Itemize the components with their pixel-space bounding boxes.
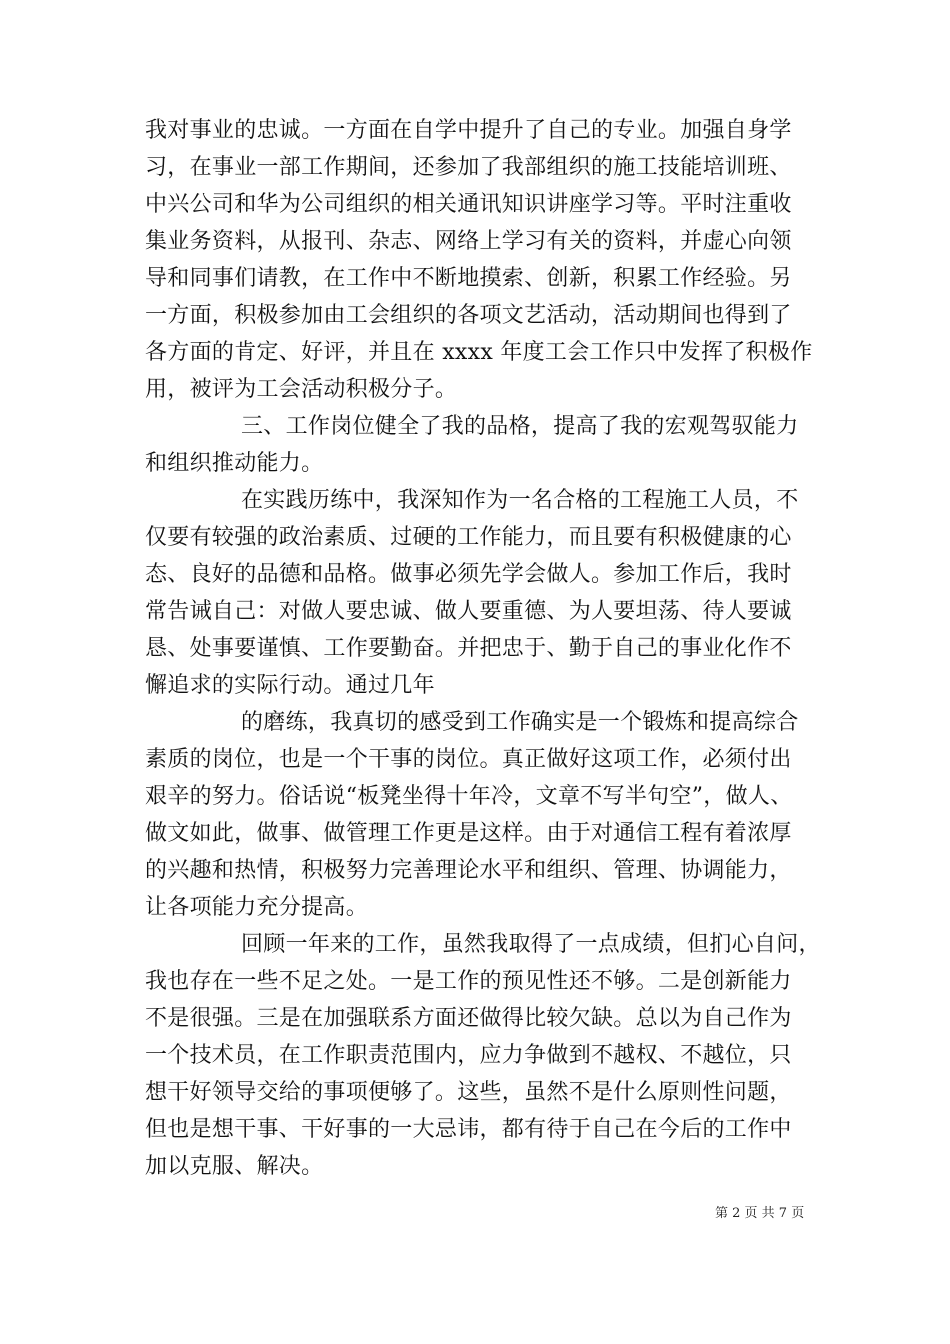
text-line: 中兴公司和华为公司组织的相关通讯知识讲座学习等。平时注重收: [145, 192, 792, 217]
text-line: 和组织推动能力。: [145, 451, 324, 476]
text-line: 让各项能力充分提高。: [145, 895, 369, 920]
text-line: 导和同事们请教，在工作中不断地摸索、创新，积累工作经验。另: [145, 266, 792, 291]
text-line: 态、良好的品德和品格。做事必须先学会做人。参加工作后，我时: [145, 562, 792, 587]
text-line: 习，在事业一部工作期间，还参加了我部组织的施工技能培训班、: [145, 155, 792, 180]
text-line: 素质的岗位，也是一个干事的岗位。真正做好这项工作，必须付出: [145, 747, 792, 772]
text-line: 我对事业的忠诚。一方面在自学中提升了自己的专业。加强自身学: [145, 118, 792, 143]
text-line: 用，被评为工会活动积极分子。: [145, 377, 458, 402]
text-line: 在实践历练中，我深知作为一名合格的工程施工人员，不: [241, 488, 799, 513]
text-line: 恳、处事要谨慎、工作要勤奋。并把忠于、勤于自己的事业化作不: [145, 636, 792, 661]
text-line: 的兴趣和热情，积极努力完善理论水平和组织、管理、协调能力，: [145, 858, 792, 883]
text-line: 一方面，积极参加由工会组织的各项文艺活动，活动期间也得到了: [145, 303, 792, 328]
text-line: 做文如此，做事、做管理工作更是这样。由于对通信工程有着浓厚: [145, 821, 792, 846]
text-line: 想干好领导交给的事项便够了。这些，虽然不是什么原则性问题，: [145, 1080, 792, 1105]
page-number: 第 2 页 共 7 页: [715, 1206, 805, 1221]
text-line: 的磨练，我真切的感受到工作确实是一个锻炼和提高综合: [241, 710, 799, 735]
text-line: 我也存在一些不足之处。一是工作的预见性还不够。二是创新能力: [145, 969, 792, 994]
text-line: 一个技术员，在工作职责范围内，应力争做到不越权、不越位，只: [145, 1043, 792, 1068]
text-line: 常告诫自己：对做人要忠诚、做人要重德、为人要坦荡、待人要诚: [145, 599, 792, 624]
text-line: 回顾一年来的工作，虽然我取得了一点成绩，但扪心自问，: [241, 932, 821, 957]
text-line: 加以克服、解决。: [145, 1154, 324, 1179]
text-line: 艰辛的努力。俗话说“板凳坐得十年冷，文章不写半句空”，做人、: [145, 784, 793, 809]
body-text: [145, 112, 821, 1185]
text-line: 集业务资料，从报刊、杂志、网络上学习有关的资料，并虚心向领: [145, 229, 792, 254]
text-line: 懈追求的实际行动。通过几年: [145, 673, 435, 698]
text-line: 三、工作岗位健全了我的品格，提高了我的宏观驾驭能力: [241, 414, 799, 439]
text-line: 不是很强。三是在加强联系方面还做得比较欠缺。总以为自己作为: [145, 1006, 792, 1031]
text-line: 仅要有较强的政治素质、过硬的工作能力，而且要有积极健康的心: [145, 525, 792, 550]
text-line: 各方面的肯定、好评，并且在 xxxx 年度工会工作只中发挥了积极作: [145, 340, 813, 365]
text-line: 但也是想干事、干好事的一大忌讳，都有待于自己在今后的工作中: [145, 1117, 792, 1142]
